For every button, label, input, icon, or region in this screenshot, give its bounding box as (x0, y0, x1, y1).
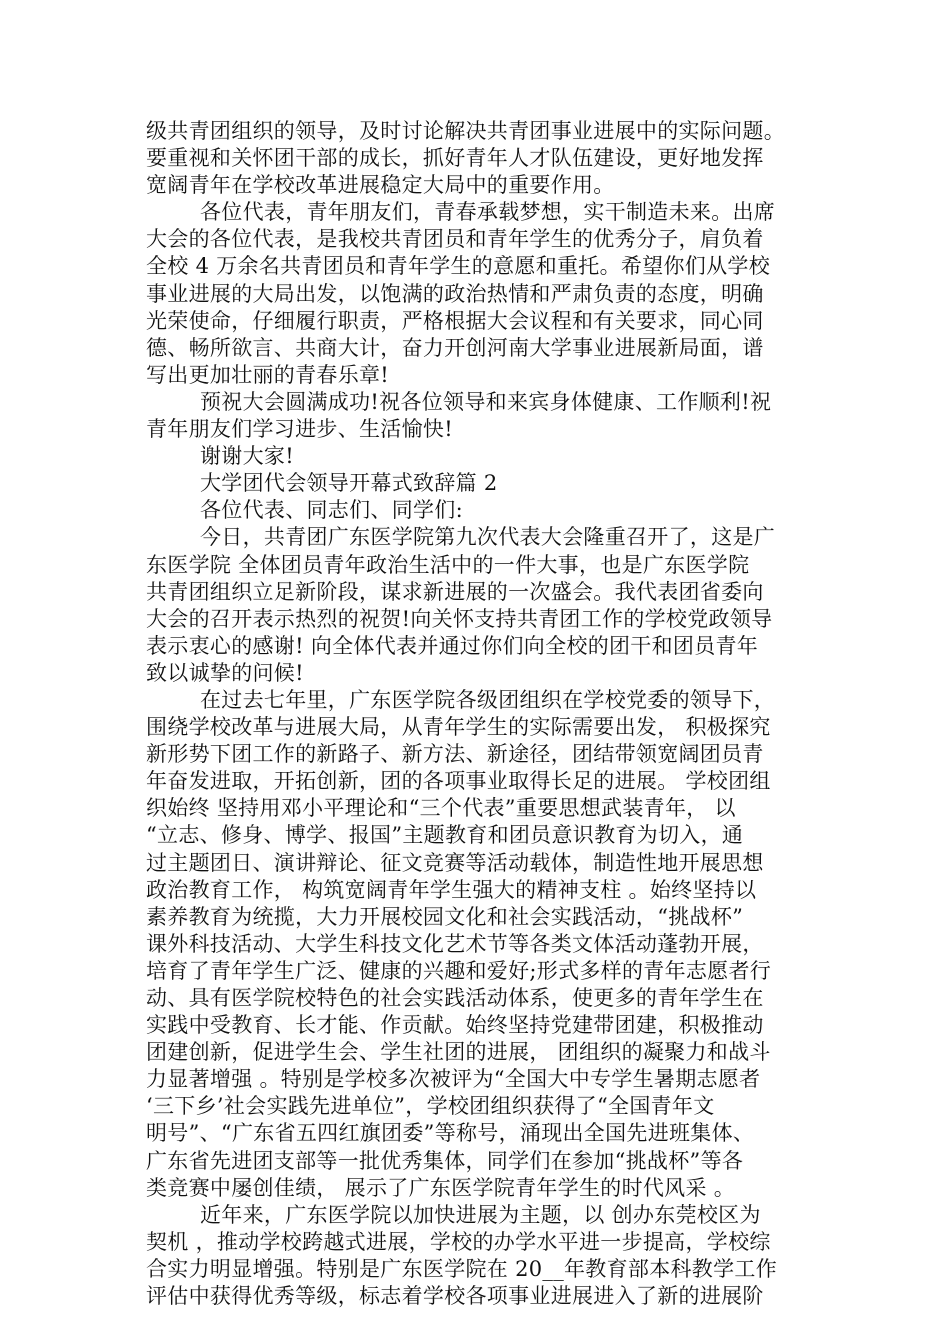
text-line: 谢谢大家! (200, 444, 294, 469)
text-line: 政治教育工作， 构筑宽阔青年学生强大的精神支柱 。始终坚持以 (146, 877, 757, 902)
text-line: 围绕学校改革与进展大局，从青年学生的实际需要出发， 积极探究 (146, 715, 771, 740)
text-line: 德、畅所欲言、共商大计，奋力开创河南大学事业进展新局面，谱 (146, 335, 764, 360)
text-line: 评估中获得优秀等级，标志着学校各项事业进展进入了新的进展阶 (146, 1284, 764, 1309)
text-line: 要重视和关怀团干部的成长，抓好青年人才队伍建设，更好地发挥 (146, 146, 764, 171)
text-line: 大学团代会领导开幕式致辞篇 2 (200, 471, 498, 496)
text-line: 合实力明显增强。特别是广东医学院在 20__年教育部本科教学工作 (146, 1256, 777, 1281)
text-line: 团建创新，促进学生会、学生社团的进展， 团组织的凝聚力和战斗 (146, 1040, 771, 1065)
text-line: 大会的各位代表，是我校共青团员和青年学生的优秀分子，肩负着 (146, 227, 764, 252)
text-line: “立志、修身、博学、报国”主题教育和团员意识教育为切入，通 (146, 823, 744, 848)
text-line: 光荣使命，仔细履行职责，严格根据大会议程和有关要求，同心同 (146, 308, 764, 333)
text-line: 广东省先进团支部等一批优秀集体，同学们在参加“挑战杯”等各 (146, 1148, 744, 1173)
text-line: 实践中受教育、长才能、作贡献。始终坚持党建带团建，积极推动 (146, 1013, 764, 1038)
document-body (146, 118, 812, 1310)
text-line: 契机 ，推动学校跨越式进展，学校的办学水平进一步提高，学校综 (146, 1229, 771, 1254)
text-line: 织始终 坚持用邓小平理论和“三个代表”重要思想武装青年， 以 (146, 796, 736, 821)
text-line: 青年朋友们学习进步、生活愉快! (146, 417, 453, 442)
text-line: 在过去七年里，广东医学院各级团组织在学校党委的领导下， (200, 687, 776, 712)
text-line: 表示衷心的感谢! 向全体代表并通过你们向全校的团干和团员青年 (146, 633, 759, 658)
text-line: 过主题团日、演讲辩论、征文竞赛等活动载体，制造性地开展思想 (146, 850, 764, 875)
text-line: 预祝大会圆满成功!祝各位领导和来宾身体健康、工作顺利!祝 (200, 389, 772, 414)
text-line: 大会的召开表示热烈的祝贺!向关怀支持共青团工作的学校党政领导 (146, 606, 773, 631)
text-line: ‘三下乡’社会实践先进单位”，学校团组织获得了“全国青年文 (146, 1094, 715, 1119)
text-line: 力显著增强 。特别是学校多次被评为“全国大中专学生暑期志愿者 (146, 1067, 761, 1092)
text-line: 全校 4 万余名共青团员和青年学生的意愿和重托。希望你们从学校 (146, 254, 771, 279)
text-line: 致以诚挚的问候! (146, 660, 304, 685)
text-line: 近年来，广东医学院以加快进展为主题，以 创办东莞校区为 (200, 1202, 761, 1227)
text-line: 类竞赛中屡创佳绩， 展示了广东医学院青年学生的时代风采 。 (146, 1175, 736, 1200)
text-line: 写出更加壮丽的青春乐章! (146, 362, 390, 387)
text-line: 培育了青年学生广泛、健康的兴趣和爱好;形式多样的青年志愿者行 (146, 958, 772, 983)
text-line: 动、具有医学院校特色的社会实践活动体系，使更多的青年学生在 (146, 986, 764, 1010)
text-line: 今日，共青团广东医学院第九次代表大会隆重召开了，这是广 (200, 525, 776, 550)
text-line: 各位代表，青年朋友们，青春承载梦想，实干制造未来。出席 (200, 200, 776, 225)
text-line: 级共青团组织的领导，及时讨论解决共青团事业进展中的实际问题。 (146, 119, 785, 143)
text-line: 新形势下团工作的新路子、新方法、新途径，团结带领宽阔团员青 (146, 742, 764, 767)
text-line: 宽阔青年在学校改革进展稳定大局中的重要作用。 (146, 173, 615, 198)
text-line: 东医学院 全体团员青年政治生活中的一件大事，也是广东医学院 (146, 552, 750, 577)
text-line: 明号”、“广东省五四红旗团委”等称号，涌现出全国先进班集体、 (146, 1121, 755, 1146)
text-line: 素养教育为统揽，大力开展校园文化和社会实践活动，“挑战杯” (146, 904, 744, 929)
text-line: 事业进展的大局出发，以饱满的政治热情和严肃负责的态度，明确 (146, 281, 764, 306)
text-line: 课外科技活动、大学生科技文化艺术节等各类文体活动蓬勃开展， (146, 931, 764, 956)
text-line: 共青团组织立足新阶段，谋求新进展的一次盛会。我代表团省委向 (146, 579, 764, 604)
text-line: 年奋发进取，开拓创新，团的各项事业取得长足的进展。 学校团组 (146, 769, 771, 794)
text-line: 各位代表、同志们、同学们: (200, 498, 463, 523)
